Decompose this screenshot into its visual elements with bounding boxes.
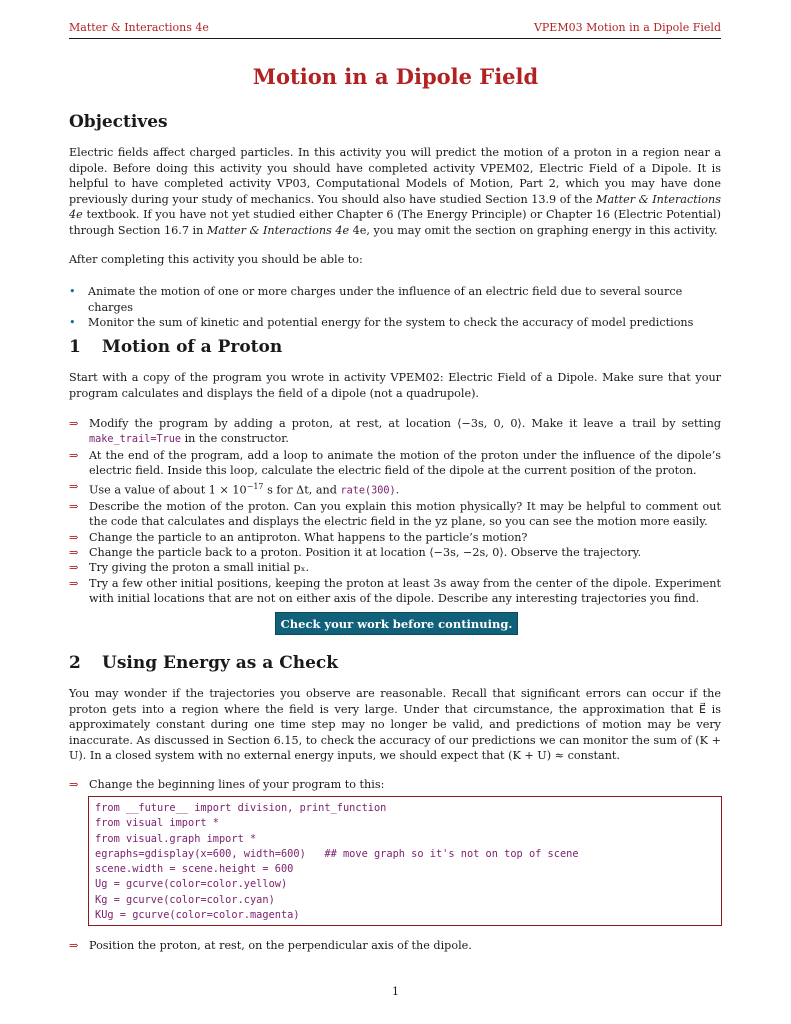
section-1-intro: Start with a copy of the program you wrote in activity VPEM02: Electric Field of a Dipole. Make sure that your program calculates and displays the field of a dipole (not a quadrupole).: [69, 371, 721, 400]
code-line: egraphs=gdisplay(x=600, width=600) ## move graph so it's not on top of scene: [95, 847, 579, 860]
page-number: 1: [392, 985, 399, 998]
list-item: • Animate the motion of one or more charges under the influence of an electric field due to several source charges: [69, 284, 721, 315]
arrow-icon: ⇒: [69, 576, 79, 590]
code-line: from visual.graph import *: [95, 832, 257, 845]
list-item: • Monitor the sum of kinetic and potential energy for the system to check the accuracy of model predictions: [69, 315, 721, 331]
objectives-heading: Objectives: [69, 112, 168, 132]
objectives-lead-in: After completing this activity you should be able to:: [69, 253, 363, 266]
section-2-step-2: [69, 938, 721, 953]
list-item: ⇒ Change the particle back to a proton. Position it at location ⟨−3s, −2s, 0⟩. Observe the trajectory.: [69, 545, 642, 559]
arrow-icon: ⇒: [69, 479, 79, 493]
arrow-icon: ⇒: [69, 448, 79, 462]
code-line: scene.width = scene.height = 600: [95, 863, 294, 876]
arrow-icon: ⇒: [69, 939, 79, 952]
arrow-icon: ⇒: [69, 545, 79, 559]
arrow-icon: ⇒: [69, 778, 79, 791]
list-item: ⇒ Modify the program by adding a proton, at rest, at location ⟨−3s, 0, 0⟩. Make it leave a trail by setting make_trail=True in the constructor.: [69, 417, 721, 446]
page-title: Motion in a Dipole Field: [252, 64, 539, 89]
arrow-icon: ⇒: [69, 530, 79, 544]
code-block: [88, 796, 722, 926]
code-line: from __future__ import division, print_function: [95, 802, 387, 814]
objectives-paragraph: Electric fields affect charged particles. In this activity you will predict the motion of a proton in a region near a dipole. Before doing this activity you should have completed activity VPEM02, Electric Field of a Dipole. It is helpful to have completed activity VP03, Computational Models of Motion, Part 2, which you may have done previously during your study of mechanics. You should also have studied Section 13.9 of the Matter & Interactions 4e textbook. If you have not yet studied either Chapter 6 (The Energy Principle) or Chapter 16 (Electric Potential) through Section 16.7 in Matter & Interactions 4e 4e, you may omit the section on graphing energy in this activity.: [69, 146, 721, 237]
list-item: ⇒ Try a few other initial positions, keeping the proton at least 3s away from the center of the dipole. Experiment with initial locations that are not on either axis of the dipole. Describe any interesting trajectories you find.: [69, 576, 721, 606]
list-item: ⇒ Position the proton, at rest, on the perpendicular axis of the dipole.: [69, 939, 472, 952]
section-1-steps: [69, 416, 721, 607]
code-line: KUg = gcurve(color=color.magenta): [95, 909, 300, 922]
section-2-step-1: [69, 777, 721, 792]
arrow-icon: ⇒: [69, 499, 79, 513]
code-line: from visual import *: [95, 817, 219, 830]
list-item: ⇒ Try giving the proton a small initial pₓ.: [69, 561, 310, 575]
list-item: ⇒ At the end of the program, add a loop to animate the motion of the proton under the influence of the dipole’s electric field. Inside this loop, calculate the electric field of the dipole at the current position of the proton.: [69, 448, 721, 478]
list-item: ⇒ Describe the motion of the proton. Can you explain this motion physically? It may be helpful to comment out the code that calculates and displays the electric field in the yz plane, so you can see the motion more easily.: [69, 499, 721, 529]
objectives-list: [69, 284, 721, 331]
header-book-title: Matter & Interactions 4e: [69, 21, 209, 34]
section-2-heading: 2 Using Energy as a Check: [69, 653, 339, 673]
arrow-icon: ⇒: [69, 417, 79, 430]
code-line: Kg = gcurve(color=color.cyan): [95, 893, 275, 906]
list-item: ⇒ Use a value of about $1 \times 10^{-17}$ s for Δt, and rate(300).: [69, 479, 400, 497]
list-item: ⇒ Change the beginning lines of your program to this:: [69, 778, 385, 791]
header-activity-title: VPEM03 Motion in a Dipole Field: [533, 21, 721, 34]
arrow-icon: ⇒: [69, 561, 79, 575]
code-line: Ug = gcurve(color=color.yellow): [95, 878, 288, 891]
section-2-paragraph: You may wonder if the trajectories you observe are reasonable. Recall that significant errors can occur if the proton gets into a region where the field is very large. Under that circumstance, the approximation that E⃗ is approximately constant during one time step may no longer be valid, and predictions of motion may be very inaccurate. As discussed in Section 6.15, to check the accuracy of our predictions we can monitor the sum of (K + U). In a closed system with no external energy inputs, we should expect that (K + U) ≈ constant.: [69, 687, 721, 763]
check-work-button[interactable]: Check your work before continuing.: [275, 612, 518, 635]
section-1-heading: 1 Motion of a Proton: [69, 337, 283, 357]
list-item: ⇒ Change the particle to an antiproton. What happens to the particle’s motion?: [69, 530, 528, 544]
running-header: [69, 21, 721, 39]
